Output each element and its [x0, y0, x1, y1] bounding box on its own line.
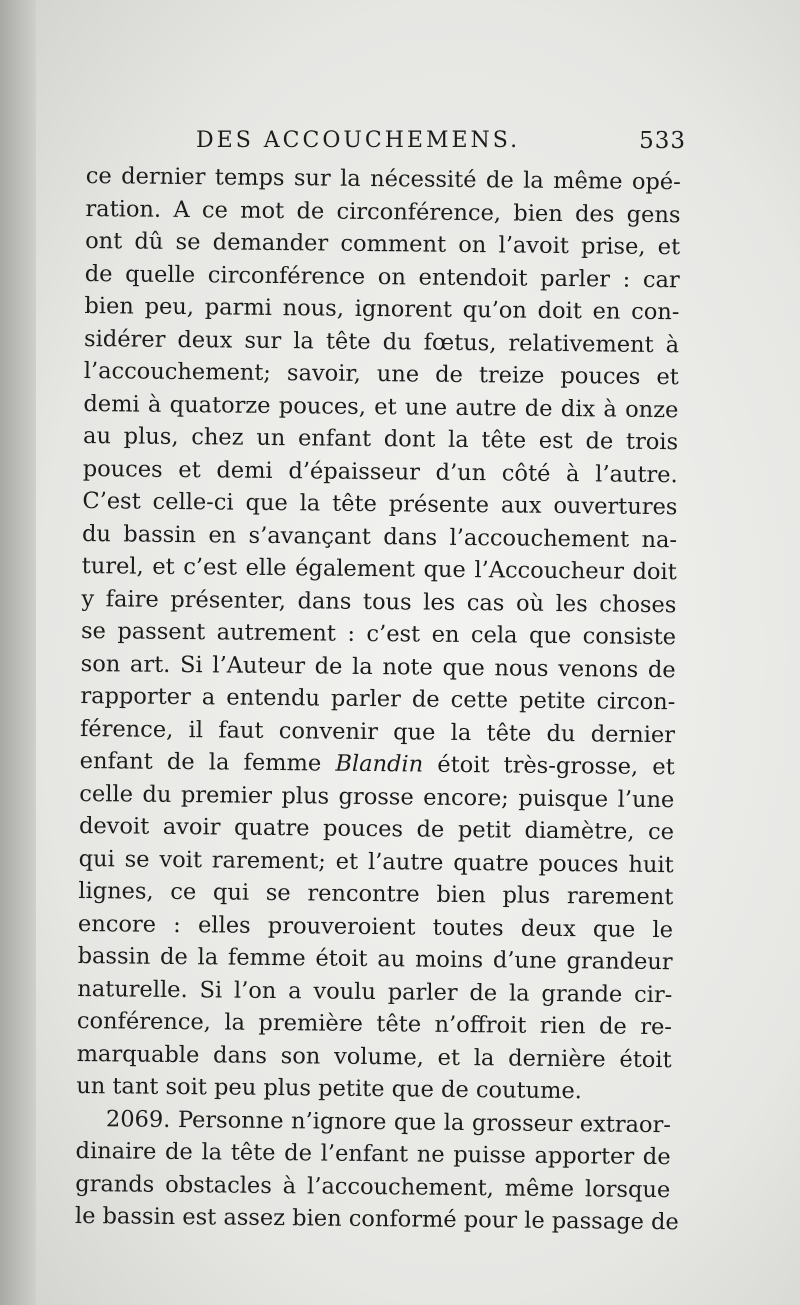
italic-name: Blandin	[335, 750, 424, 778]
text-line: ration. A ce mot de circonférence, bien des gens	[85, 195, 681, 228]
text-run: étoit très-grosse, et	[423, 751, 675, 781]
text-line: demi à quatorze pouces, et une autre de dix à onze	[83, 390, 679, 423]
text-line: férence, il faut convenir que la tête du dernier	[79, 715, 676, 748]
text-line: un tant soit peu plus petite que de coutume.	[76, 1072, 583, 1105]
text-line: l’accouchement; savoir, une de treize pouces et	[83, 357, 679, 391]
text-line: y faire présenter, dans tous les cas où les choses	[81, 585, 677, 618]
text-line-with-italic	[80, 745, 675, 784]
text-line: ont dû se demander comment on l’avoit prise, et	[85, 227, 681, 261]
book-page	[36, 0, 800, 1305]
text-line: marquable dans son volume, et la dernière étoit	[76, 1040, 672, 1073]
running-head-title: DES ACCOUCHEMENS.	[196, 128, 521, 153]
text-line: turel, et c’est elle également que l’Accoucheur doit	[81, 552, 677, 586]
text-line: au plus, chez un enfant dont la tête est de trois	[82, 422, 679, 456]
text-line: du bassin en s’avançant dans l’accouchement na-	[81, 520, 678, 553]
running-head	[196, 128, 696, 158]
text-line: encore : elles prouveroient toutes deux que le	[77, 910, 674, 943]
text-line: grands obstacles à l’accouchement, même lorsque	[75, 1170, 671, 1203]
scan-shadow-left	[0, 0, 36, 1305]
text-line: son art. Si l’Auteur de la note que nous venons de	[80, 650, 676, 683]
text-run: enfant de la femme	[79, 747, 336, 777]
text-line: pouces et demi d’épaisseur d’un côté à l’autre.	[82, 455, 678, 488]
text-line: qui se voit rarement; et l’autre quatre pouces huit	[78, 845, 674, 878]
text-line: ce dernier temps sur la nécessité de la même opé-	[85, 162, 681, 196]
text-line: naturelle. Si l’on a voulu parler de la grande cir-	[77, 975, 673, 1008]
text-line: se passent autrement : c’est en cela que consiste	[80, 617, 677, 651]
page-number: 533	[639, 128, 686, 154]
text-line: celle du premier plus grosse encore; puisque l’une	[79, 780, 675, 813]
text-line: rapporter a entendu parler de cette petite circon-	[80, 682, 676, 716]
body-text	[75, 160, 681, 1239]
text-line: le bassin est assez bien conformé pour le passage de	[74, 1202, 679, 1236]
text-line: dinaire de la tête de l’enfant ne puisse apporter de	[75, 1137, 671, 1171]
text-line: conférence, la première tête n’offroit rien de re-	[76, 1007, 673, 1041]
text-line: lignes, ce qui se rencontre bien plus rarement	[78, 877, 674, 911]
text-line: C’est celle-ci que la tête présente aux ouvertures	[82, 487, 678, 521]
text-line: bien peu, parmi nous, ignorent qu’on doit en con-	[84, 292, 680, 326]
text-line: devoit avoir quatre pouces de petit diamètre, ce	[78, 812, 675, 846]
paragraph-start-line: 2069. Personne n’ignore que la grosseur extraor-	[105, 1105, 672, 1138]
text-line: sidérer deux sur la tête du fœtus, relativement à	[83, 325, 680, 358]
text-line: de quelle circonférence on entendoit parler : car	[84, 260, 680, 293]
text-line: bassin de la femme étoit au moins d’une grandeur	[77, 942, 673, 976]
